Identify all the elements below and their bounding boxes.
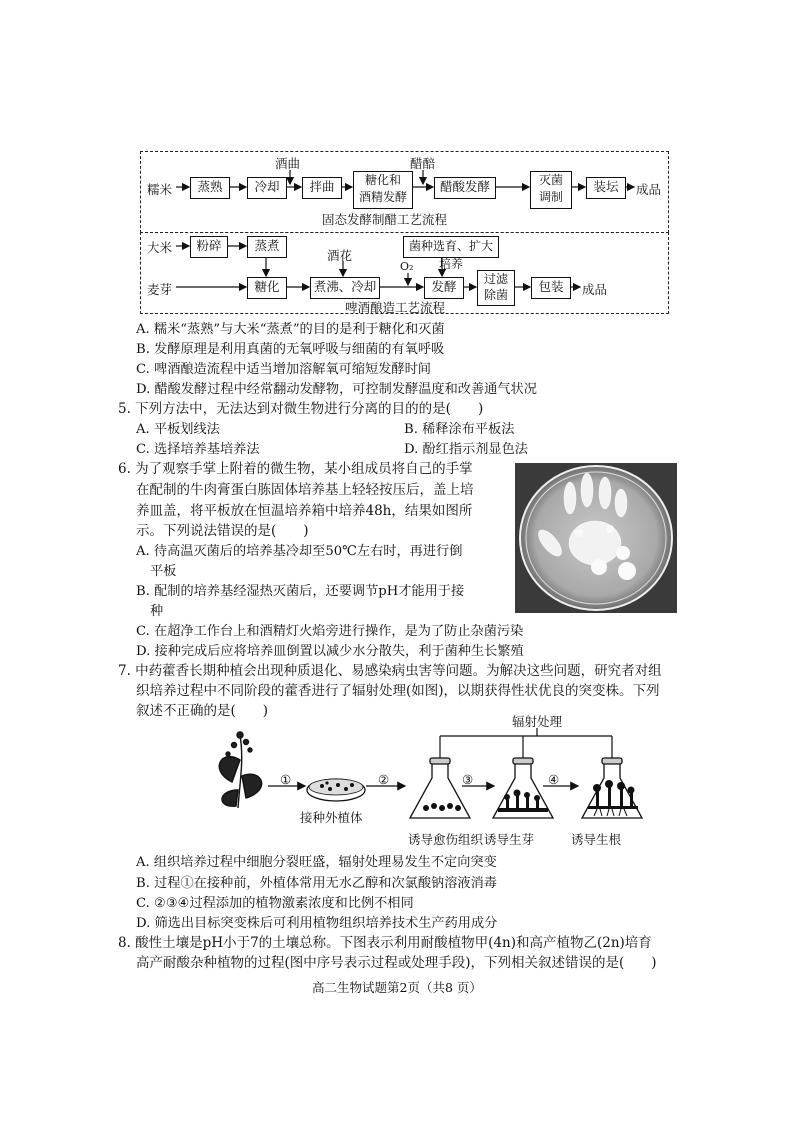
beer-caption: 啤酒酿造工艺流程 xyxy=(345,300,446,315)
q6-option-a-cont: 平板 xyxy=(150,564,177,579)
beer-output: 成品 xyxy=(582,282,608,297)
vinegar-caption: 固态发酵制醋工艺流程 xyxy=(322,212,448,227)
q7-option-a: A. 组织培养过程中细胞分裂旺盛，辐射处理易发生不定向突变 xyxy=(136,855,497,870)
label-o2: O₂ xyxy=(400,260,414,273)
label-jiuqu: 酒曲 xyxy=(275,156,301,171)
q7-stem-1: 7. 中药藿香长期种植会出现种质退化、易感染病虫害等问题。为解决这些问题，研究者对组 xyxy=(118,663,662,679)
step-acetic: 醋酸发酵 xyxy=(434,177,496,199)
q5-option-a: A. 平板划线法 xyxy=(136,422,220,437)
q6-option-c: C. 在超净工作台上和酒精灯火焰旁进行操作，是为了防止杂菌污染 xyxy=(136,624,524,639)
q7-option-c: C. ②③④过程添加的植物激素浓度和比例不相同 xyxy=(136,896,414,911)
radiation-label: 辐射处理 xyxy=(512,714,563,729)
label-shoot: 诱导生芽 xyxy=(484,832,535,847)
q5-option-c: C. 选择培养基培养法 xyxy=(136,442,260,457)
vinegar-input: 糯米 xyxy=(147,182,173,197)
step-boil-cool: 煮沸、冷却 xyxy=(310,277,380,299)
step-label-3: ③ xyxy=(462,772,474,787)
step-cook: 蒸煮 xyxy=(247,236,287,258)
strain-box: 菌种选育、扩大培养 xyxy=(403,236,499,258)
q6-option-b: B. 配制的培养基经湿热灭菌后，还要调节pH才能用于接 xyxy=(136,584,465,599)
step-sterilize: 灭菌 调制 xyxy=(530,171,572,209)
q4-option-c: C. 啤酒酿造流程中适当增加溶解氧可缩短发酵时间 xyxy=(136,362,431,377)
q5-option-b: B. 稀释涂布平板法 xyxy=(404,422,515,437)
step-mash: 糖化 xyxy=(247,277,287,299)
q6-stem-3: 养皿盖，将平板放在恒温培养箱中培养48h，结果如图所 xyxy=(136,503,473,519)
q6-option-d: D. 接种完成后应将培养皿倒置以减少水分散失，利于菌种生长繁殖 xyxy=(136,644,524,659)
step-label-1: ① xyxy=(280,772,292,787)
q6-option-b-cont: 种 xyxy=(150,604,164,619)
step-saccharify-ferment: 糖化和 酒精发酵 xyxy=(353,171,413,209)
step-pack: 包装 xyxy=(531,277,571,299)
beer-input-rice: 大米 xyxy=(147,240,173,255)
q5-option-d: D. 酚红指示剂显色法 xyxy=(404,442,528,457)
label-root: 诱导生根 xyxy=(571,832,622,847)
q7-stem-2: 织培养过程中不同阶段的藿香进行了辐射处理(如图)，以期获得性状优良的突变株。下列 xyxy=(136,683,660,699)
step-cool: 冷却 xyxy=(247,177,287,199)
q7-option-b: B. 过程①在接种前，外植体常用无水乙醇和次氯酸钠溶液消毒 xyxy=(136,876,497,891)
beer-input-malt: 麦芽 xyxy=(147,282,173,297)
q6-stem-1: 6. 为了观察手掌上附着的微生物，某小组成员将自己的手掌 xyxy=(118,461,473,477)
label-callus: 诱导愈伤组织 xyxy=(408,832,484,847)
step-steam: 蒸熟 xyxy=(190,177,230,199)
step-filter: 过滤 除菌 xyxy=(477,270,515,306)
explant-dish xyxy=(307,779,365,801)
q8-stem-2: 高产耐酸杂种植物的过程(图中序号表示过程或处理手段)，下列相关叙述错误的是( ) xyxy=(136,955,657,971)
step-label-4: ④ xyxy=(548,772,560,787)
q4-option-b: B. 发酵原理是利用真菌的无氧呼吸与细菌的有氧呼吸 xyxy=(136,342,445,357)
q6-option-a: A. 待高温灭菌后的培养基冷却至50℃左右时，再进行倒 xyxy=(136,544,463,559)
page-footer: 高二生物试题第2页（共8 页） xyxy=(312,980,482,995)
step-mix: 拌曲 xyxy=(302,177,342,199)
step-label-2: ② xyxy=(378,772,390,787)
q8-stem-1: 8. 酸性土壤是pH小于7的土壤总称。下图表示利用耐酸植物甲(4n)和高产植物乙(2n)培育 xyxy=(118,935,652,951)
step-crush: 粉碎 xyxy=(190,236,228,258)
vinegar-output: 成品 xyxy=(636,182,662,197)
q4-option-a: A. 糯米“蒸熟”与大米“蒸煮”的目的是利于糖化和灭菌 xyxy=(136,322,445,337)
q7-option-d: D. 筛选出目标突变株后可利用植物组织培养技术生产药用成分 xyxy=(136,916,498,931)
step-jar: 装坛 xyxy=(586,177,626,199)
step-ferment: 发酵 xyxy=(424,277,464,299)
q4-option-d: D. 醋酸发酵过程中经常翻动发酵物，可控制发酵温度和改善通气状况 xyxy=(136,382,537,397)
q6-stem-2: 在配制的牛肉膏蛋白胨固体培养基上轻轻按压后，盖上培 xyxy=(136,482,474,498)
label-cupei: 醋醅 xyxy=(410,156,436,171)
q5-stem: 5. 下列方法中，无法达到对微生物进行分离的目的的是( ) xyxy=(118,401,484,417)
label-explant: 接种外植体 xyxy=(300,810,363,825)
q7-stem-3: 叙述不正确的是( ) xyxy=(136,703,269,719)
label-hops: 酒花 xyxy=(327,248,353,263)
q6-stem-4: 示。下列说法错误的是( ) xyxy=(136,523,309,539)
